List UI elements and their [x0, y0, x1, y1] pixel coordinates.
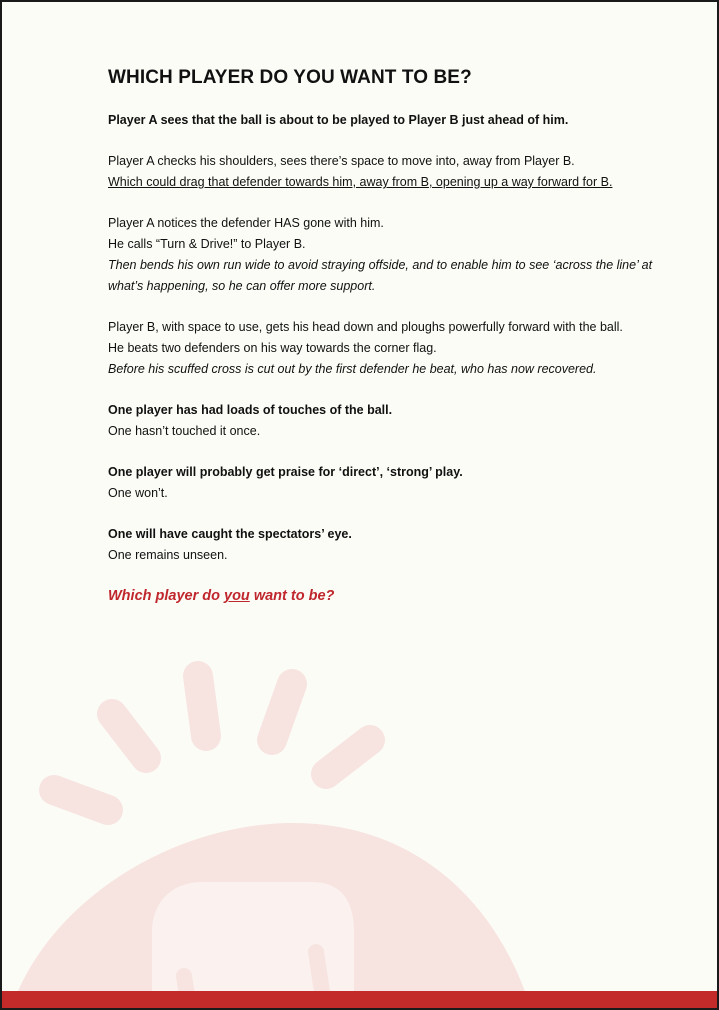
- paragraph: [108, 213, 668, 297]
- closing-question: [108, 586, 668, 607]
- paragraph-line: One won’t.: [108, 486, 168, 500]
- paragraph: [108, 110, 668, 131]
- watermark-ray-3: [198, 676, 206, 736]
- paragraph-line: He calls “Turn & Drive!” to Player B.: [108, 237, 306, 251]
- paragraph-line: Player A sees that the ball is about to be played to Player B just ahead of him.: [108, 113, 569, 127]
- watermark-ray-2: [112, 714, 146, 758]
- paragraph: [108, 400, 668, 442]
- paragraph-line: He beats two defenders on his way towards the corner flag.: [108, 341, 437, 355]
- paragraph-line: Which could drag that defender towards him, away from B, opening up a way forward for B.: [108, 175, 613, 189]
- paragraph-line: Player B, with space to use, gets his head down and ploughs powerfully forward with the ball.: [108, 320, 623, 334]
- watermark-finger-2: [316, 952, 322, 992]
- paragraph-line: Player A notices the defender HAS gone with him.: [108, 216, 384, 230]
- paragraph-line: One player has had loads of touches of the ball.: [108, 403, 393, 417]
- paragraph: [108, 462, 668, 504]
- paragraph-line: Before his scuffed cross is cut out by the first defender he beat, who has now recovered.: [108, 362, 597, 376]
- article: [108, 66, 668, 607]
- watermark-ray-4: [272, 684, 292, 740]
- paragraph-line: One hasn’t touched it once.: [108, 424, 261, 438]
- watermark-ray-1: [54, 790, 108, 810]
- paragraph-line: One will have caught the spectators’ eye.: [108, 527, 352, 541]
- closing-question-start: Which player do: [108, 588, 225, 604]
- paragraph: [108, 151, 668, 193]
- paragraph-line: One player will probably get praise for ‘direct’, ‘strong’ play.: [108, 465, 463, 479]
- page-title: WHICH PLAYER DO YOU WANT TO BE?: [108, 67, 472, 88]
- paragraph-line: One remains unseen.: [108, 548, 228, 562]
- watermark-ray-5: [326, 740, 370, 774]
- closing-question-emphasis: you: [224, 588, 250, 604]
- closing-question-end: want to be?: [249, 588, 335, 604]
- paragraph-line: Player A checks his shoulders, sees there’s space to move into, away from Player B.: [108, 154, 575, 168]
- footer-bar: [2, 991, 717, 1008]
- paragraph-list: [108, 110, 668, 566]
- paragraph: [108, 524, 668, 566]
- paragraph-line: Then bends his own run wide to avoid straying offside, and to enable him to see ‘across the line’ at what’s happening, so he can offer more support.: [108, 258, 653, 293]
- paragraph: [108, 317, 668, 380]
